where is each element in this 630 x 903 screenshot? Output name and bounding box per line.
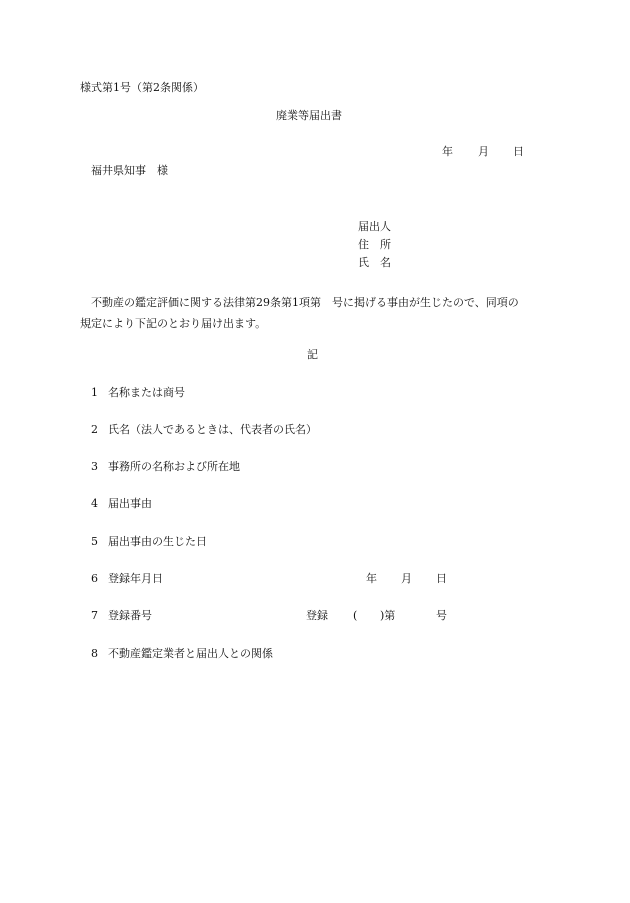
item-number: 7 <box>91 609 98 622</box>
item-label: 届出事由の生じた日 <box>108 535 207 548</box>
item-number: 5 <box>91 535 98 548</box>
body-paragraph <box>80 292 550 334</box>
notifier-name-label: 氏 名 <box>358 256 391 269</box>
registration-suffix: 号 <box>436 609 447 622</box>
item-number: 2 <box>91 423 98 436</box>
notifier-address-label: 住 所 <box>358 238 391 251</box>
registration-close-paren-dai: )第 <box>380 609 396 622</box>
form-number: 様式第1号（第2条関係） <box>80 81 204 94</box>
item-label: 届出事由 <box>108 497 152 510</box>
body-line-2: 規定により下記のとおり届け出ます。 <box>80 317 267 330</box>
item-number: 1 <box>91 386 98 399</box>
registration-date-month-label: 月 <box>401 572 412 585</box>
item-number: 4 <box>91 497 98 510</box>
date-day-label: 日 <box>513 145 524 158</box>
date-year-label: 年 <box>442 145 453 158</box>
registration-date-day-label: 日 <box>436 572 447 585</box>
addressee: 福井県知事 様 <box>91 164 168 177</box>
item-number: 8 <box>91 647 98 660</box>
item-label: 不動産鑑定業者と届出人との関係 <box>108 647 273 660</box>
item-number: 6 <box>91 572 98 585</box>
registration-open-paren: ( <box>353 609 358 622</box>
item-number: 3 <box>91 460 98 473</box>
item-label: 登録年月日 <box>108 572 163 585</box>
document-title: 廃業等届出書 <box>276 109 342 122</box>
registration-prefix: 登録 <box>306 609 328 622</box>
body-line-1: 不動産の鑑定評価に関する法律第29条第1項第 号に掲げる事由が生じたので、同項の <box>91 296 519 309</box>
item-label: 事務所の名称および所在地 <box>108 460 240 473</box>
item-label: 氏名（法人であるときは、代表者の氏名） <box>108 423 317 436</box>
item-label: 登録番号 <box>108 609 152 622</box>
ki-heading: 記 <box>307 348 318 361</box>
item-label: 名称または商号 <box>108 386 185 399</box>
registration-date-year-label: 年 <box>366 572 377 585</box>
notifier-heading: 届出人 <box>358 220 391 233</box>
date-month-label: 月 <box>478 145 489 158</box>
